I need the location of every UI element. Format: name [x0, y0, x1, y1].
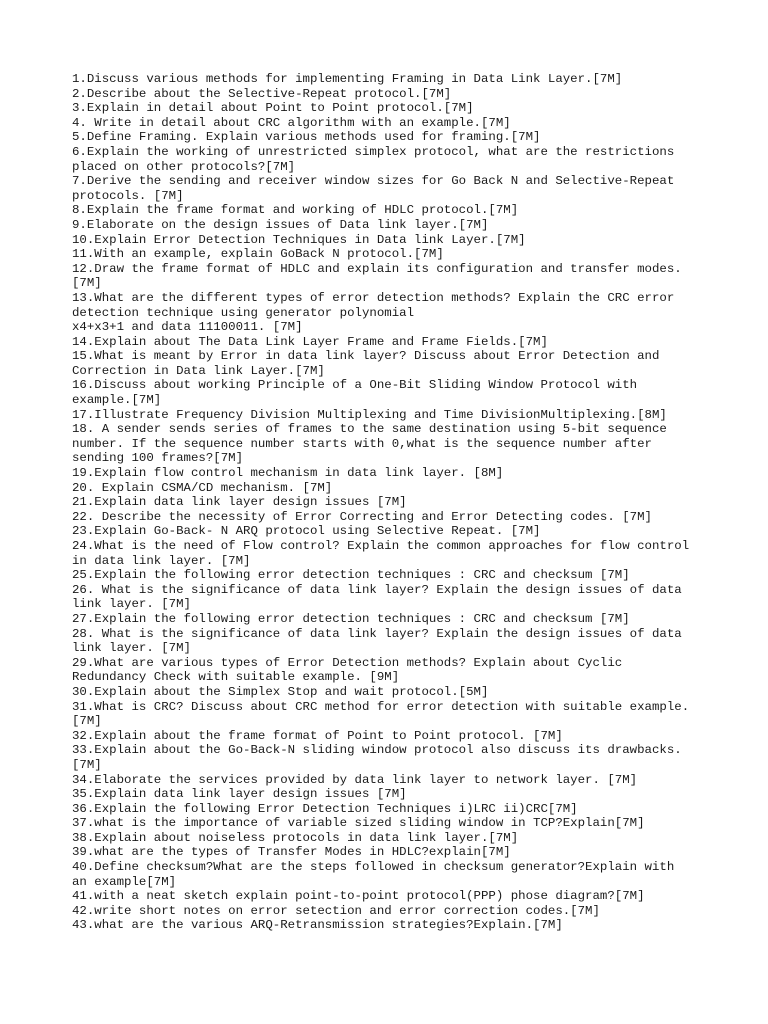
question-list [72, 72, 712, 933]
question-line: 24.What is the need of Flow control? Explain the common approaches for flow control [72, 539, 690, 553]
question-line: 21.Explain data link layer design issues [7M] [72, 495, 407, 510]
question-line: 5.Define Framing. Explain various methods used for framing.[7M] [72, 130, 541, 145]
question-line: 11.With an example, explain GoBack N protocol.[7M] [72, 247, 444, 262]
question-line: 30.Explain about the Simplex Stop and wait protocol.[5M] [72, 684, 489, 699]
question-line: number. If the sequence number starts with 0,what is the sequence number after [72, 436, 652, 451]
question-line: 13.What are the different types of error detection methods? Explain the CRC error [72, 290, 675, 305]
question-line: 23.Explain Go-Back- N ARQ protocol using Selective Repeat. [7M] [72, 524, 541, 539]
question-line: placed on other protocols?[7M] [72, 159, 296, 174]
question-line: 25.Explain the following error detection techniques : CRC and checksum [7M] [72, 568, 630, 583]
question-line: 28. What is the significance of data link layer? Explain the design issues of data [72, 626, 682, 641]
question-line: 39.what are the types of Transfer Modes in HDLC?explain[7M] [72, 845, 511, 860]
question-line: 1.Discuss various methods for implementing Framing in Data Link Layer.[7M] [72, 72, 623, 86]
question-line: 6.Explain the working of unrestricted simplex protocol, what are the restrictions [72, 144, 675, 159]
question-line: 20. Explain CSMA/CD mechanism. [7M] [72, 480, 333, 495]
question-line: 22. Describe the necessity of Error Correcting and Error Detecting codes. [7M] [72, 509, 652, 524]
question-line: 16.Discuss about working Principle of a One-Bit Sliding Window Protocol with [72, 378, 638, 393]
question-line: example.[7M] [72, 393, 162, 408]
question-line: Redundancy Check with suitable example. [9M] [72, 670, 400, 685]
question-line: link layer. [7M] [72, 641, 191, 656]
question-line: 42.write short notes on error setection and error correction codes.[7M] [72, 903, 600, 918]
question-line: 27.Explain the following error detection techniques : CRC and checksum [7M] [72, 611, 630, 626]
question-line: 35.Explain data link layer design issues [7M] [72, 787, 407, 802]
question-line: x4+x3+1 and data 11100011. [7M] [72, 320, 303, 335]
question-line: an example[7M] [72, 874, 177, 889]
question-line: 18. A sender sends series of frames to the same destination using 5-bit sequence [72, 422, 667, 437]
question-line: link layer. [7M] [72, 597, 191, 612]
question-line: 32.Explain about the frame format of Point to Point protocol. [7M] [72, 728, 563, 743]
question-line: 9.Elaborate on the design issues of Data link layer.[7M] [72, 217, 489, 232]
question-line: 41.with a neat sketch explain point-to-point protocol(PPP) phose diagram?[7M] [72, 889, 645, 904]
question-line: 17.Illustrate Frequency Division Multiplexing and Time DivisionMultiplexing.[8M] [72, 407, 667, 422]
question-line: protocols. [7M] [72, 188, 184, 203]
question-line: 40.Define checksum?What are the steps followed in checksum generator?Explain with [72, 860, 675, 875]
question-line: [7M] [72, 276, 102, 291]
question-line: 26. What is the significance of data link layer? Explain the design issues of data [72, 582, 682, 597]
question-line: 4. Write in detail about CRC algorithm with an example.[7M] [72, 115, 511, 130]
question-line: in data link layer. [7M] [72, 553, 251, 568]
question-line: detection technique using generator polynomial [72, 305, 415, 320]
question-line: 31.What is CRC? Discuss about CRC method for error detection with suitable example. [72, 699, 690, 714]
question-line: 38.Explain about noiseless protocols in data link layer.[7M] [72, 830, 519, 845]
question-line: 2.Describe about the Selective-Repeat protocol.[7M] [72, 86, 452, 101]
question-line: [7M] [72, 757, 102, 772]
question-line: sending 100 frames?[7M] [72, 451, 244, 466]
question-line: 3.Explain in detail about Point to Point protocol.[7M] [72, 101, 474, 116]
question-line: 12.Draw the frame format of HDLC and explain its configuration and transfer modes. [72, 261, 682, 276]
question-line: Correction in Data link Layer.[7M] [72, 363, 325, 378]
question-line: [7M] [72, 714, 102, 729]
question-line: 19.Explain flow control mechanism in data link layer. [8M] [72, 466, 504, 481]
question-line: 14.Explain about The Data Link Layer Frame and Frame Fields.[7M] [72, 334, 548, 349]
question-line: 37.what is the importance of variable sized sliding window in TCP?Explain[7M] [72, 816, 645, 831]
question-line: 15.What is meant by Error in data link layer? Discuss about Error Detection and [72, 349, 660, 364]
question-line: 10.Explain Error Detection Techniques in Data link Layer.[7M] [72, 232, 526, 247]
question-line: 43.what are the various ARQ-Retransmission strategies?Explain.[7M] [72, 918, 563, 933]
question-line: 7.Derive the sending and receiver window sizes for Go Back N and Selective-Repeat [72, 174, 675, 189]
question-line: 8.Explain the frame format and working of HDLC protocol.[7M] [72, 203, 519, 218]
question-line: 29.What are various types of Error Detection methods? Explain about Cyclic [72, 655, 623, 670]
question-line: 36.Explain the following Error Detection Techniques i)LRC ii)CRC[7M] [72, 801, 578, 816]
question-line: 34.Elaborate the services provided by data link layer to network layer. [7M] [72, 772, 638, 787]
question-line: 33.Explain about the Go-Back-N sliding window protocol also discuss its drawbacks. [72, 743, 682, 758]
